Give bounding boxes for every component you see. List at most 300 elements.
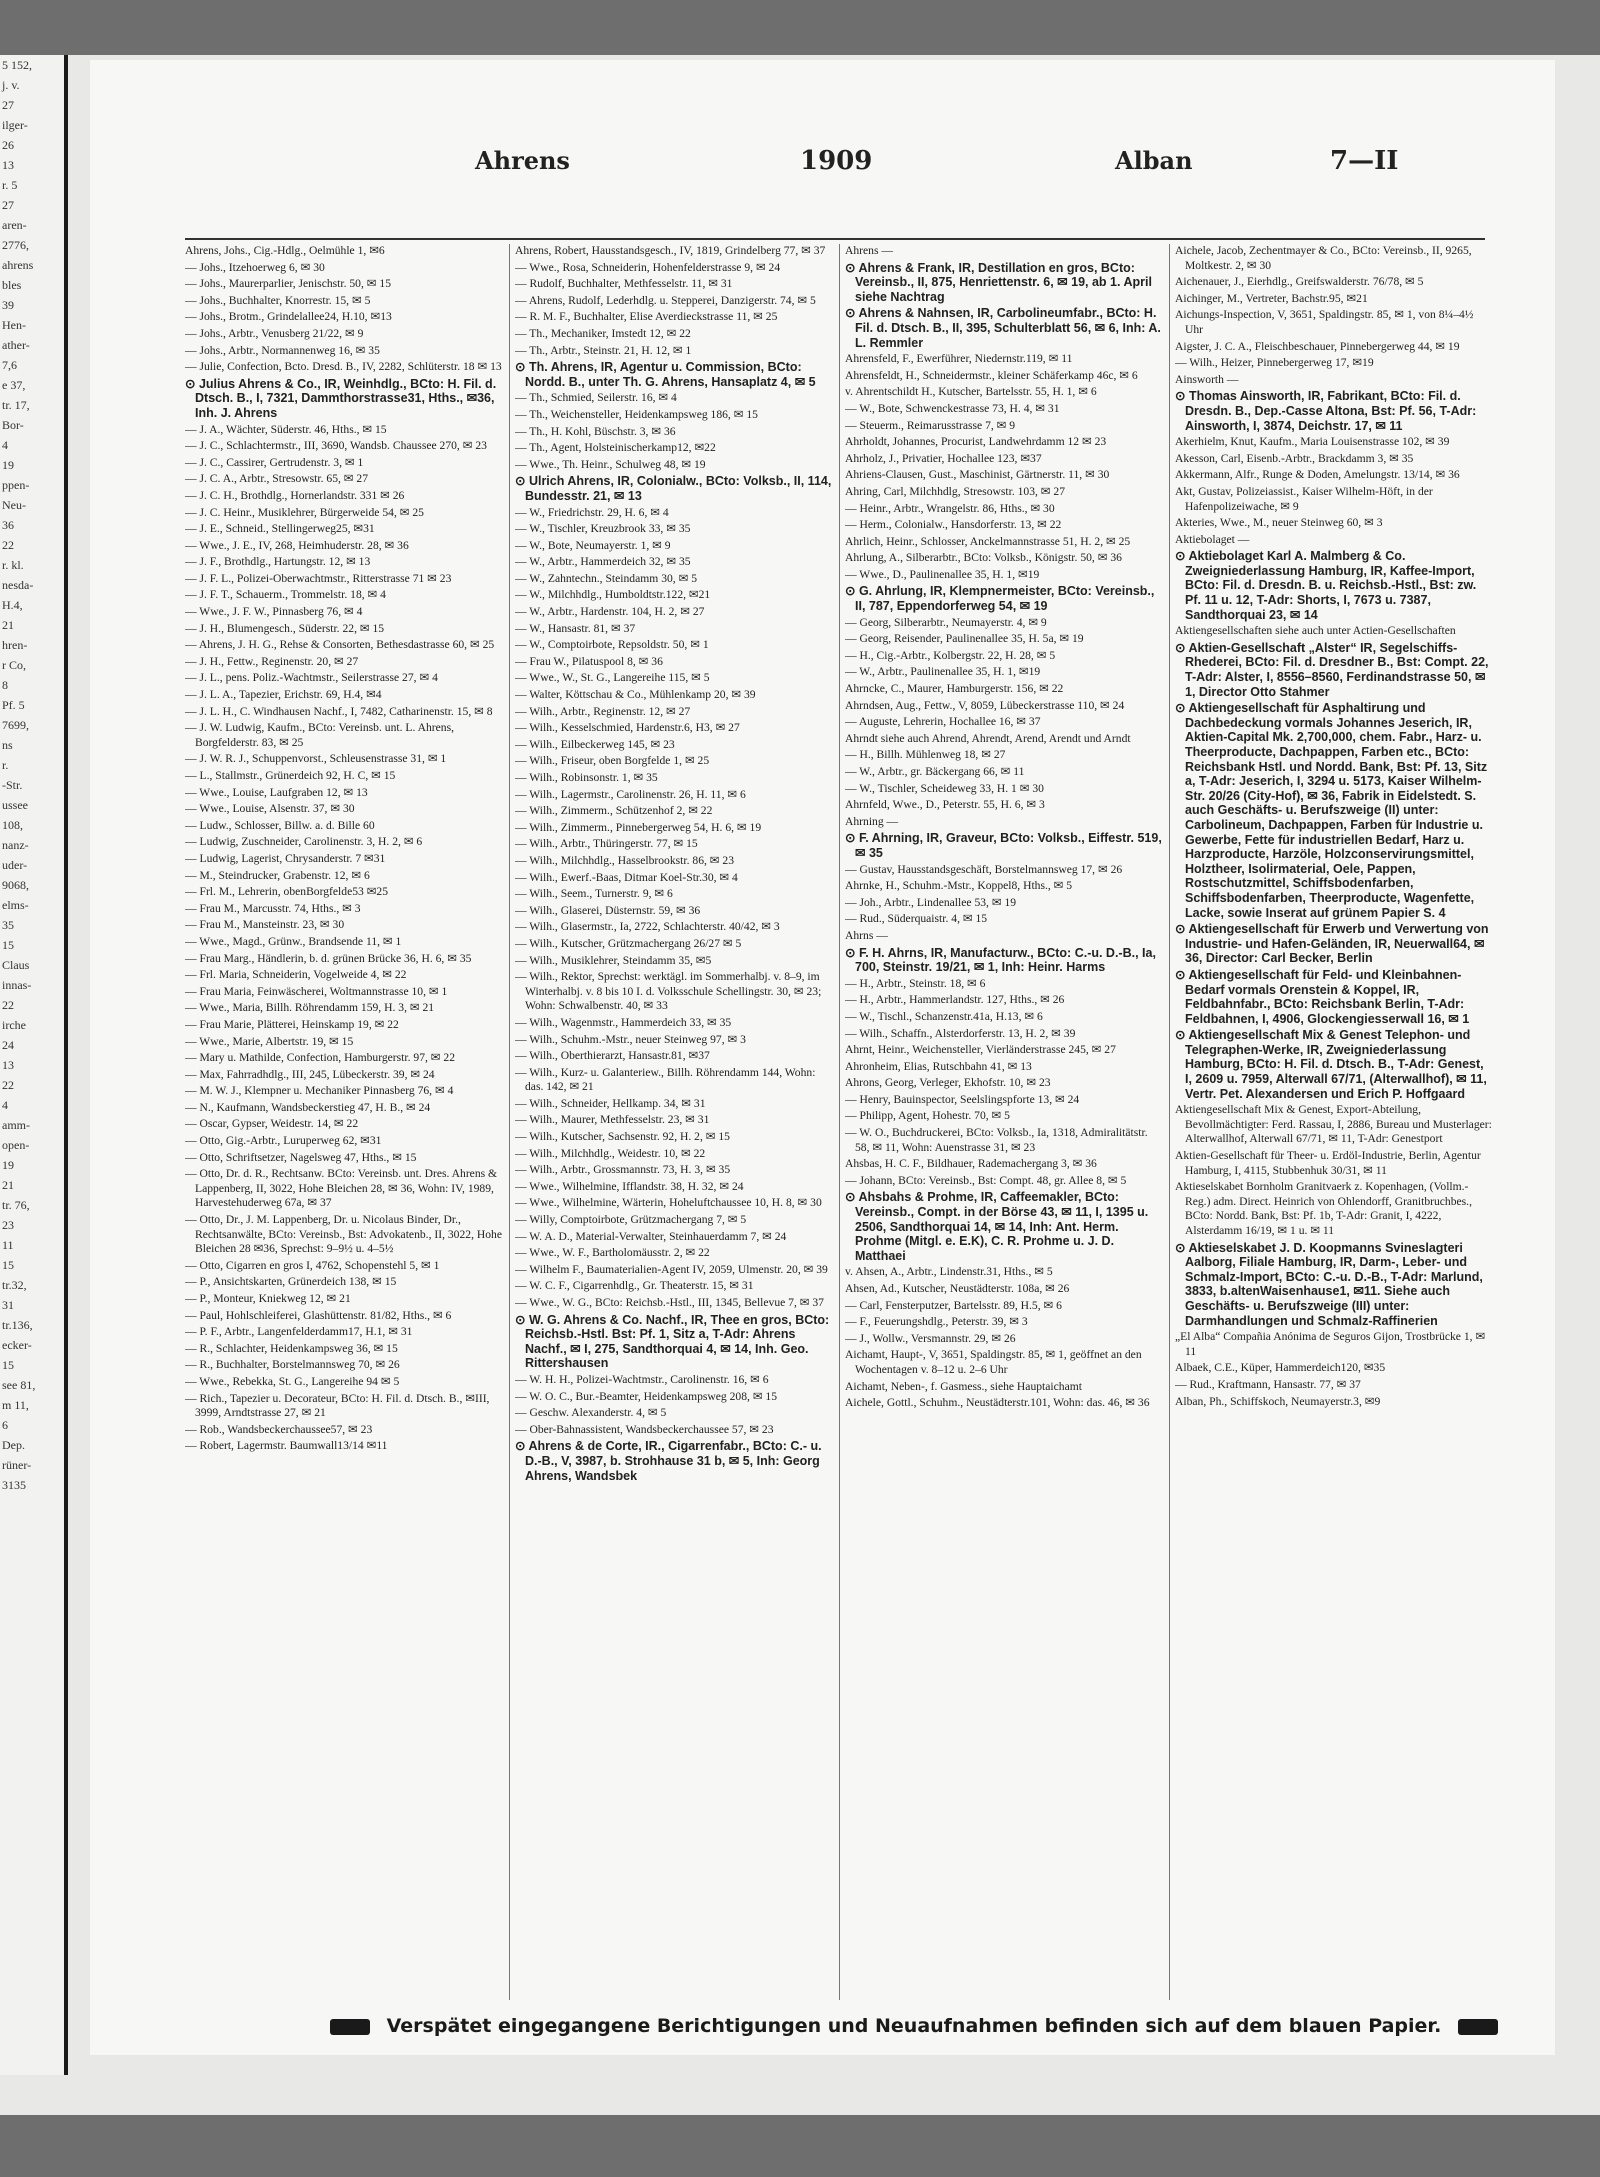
header-left-word: Ahrens (475, 146, 570, 175)
prev-page-fragment: 13 (2, 158, 14, 172)
directory-entry: — J. F. L., Polizei-Oberwachtmstr., Ritterstrasse 71 ✉ 23 (185, 571, 452, 585)
directory-entry: Aktiengesellschaften siehe auch unter Actien-Gesellschaften (1175, 624, 1456, 638)
directory-entry: — Auguste, Lehrerin, Hochallee 16, ✉ 37 (845, 715, 1041, 729)
directory-entry: — J. C., Schlachtermstr., III, 3690, Wandsb. Chaussee 270, ✉ 23 (185, 439, 487, 453)
column-divider (1169, 244, 1170, 2000)
directory-entry: — Ludw., Schlosser, Billw. a. d. Bille 60 (185, 818, 375, 832)
directory-entry: — Max, Fahrradhdlg., III, 245, Lübeckerstr. 39, ✉ 24 (185, 1067, 435, 1081)
directory-entry: Ahrlung, A., Silberarbtr., BCto: Volksb., Königstr. 50, ✉ 36 (845, 551, 1122, 565)
prev-page-fragment: ns (2, 738, 13, 752)
directory-entry: — J. H., Fettw., Reginenstr. 20, ✉ 27 (185, 654, 359, 668)
directory-entry: Ainsworth — (1175, 372, 1239, 386)
directory-entry: Ahrensfeld, F., Ewerführer, Niedernstr.119, ✉ 11 (845, 352, 1073, 366)
prev-page-fragment: 21 (2, 618, 14, 632)
directory-entry: — Ahrens, J. H. G., Rehse & Consorten, Bethesdastrasse 60, ✉ 25 (185, 638, 495, 652)
directory-entry: — W., Arbtr., Hammerdeich 32, ✉ 35 (515, 555, 691, 569)
directory-entry: — Wwe., W. F., Bartholomäusstr. 2, ✉ 22 (515, 1246, 710, 1260)
directory-entry: — Wilh., Kurz- u. Galanteriew., Billh. Röhrendamm 144, Wohn: das. 142, ✉ 21 (515, 1065, 816, 1094)
directory-entry: — W., Friedrichstr. 29, H. 6, ✉ 4 (515, 505, 669, 519)
directory-entry: — H., Arbtr., Steinstr. 18, ✉ 6 (845, 976, 986, 990)
directory-entry: — Wwe., W. G., BCto: Reichsb.-Hstl., III, 1345, Bellevue 7, ✉ 37 (515, 1296, 824, 1309)
directory-entry: — Wilh., Schuhm.-Mstr., neuer Steinweg 97, ✉ 3 (515, 1032, 746, 1046)
directory-entry: — Wilh., Heizer, Pinnebergerweg 17, ✉19 (1175, 356, 1374, 370)
directory-entry: — J. L. H., C. Windhausen Nachf., I, 7482, Catharinenstr. 15, ✉ 8 (185, 704, 493, 718)
prev-page-fragment: Neu- (2, 498, 26, 512)
directory-entry: — Frau M., Mansteinstr. 23, ✉ 30 (185, 918, 345, 932)
directory-entry: — Wwe., Louise, Alsenstr. 37, ✉ 30 (185, 802, 355, 816)
prev-page-fragment: tr.32, (2, 1278, 27, 1292)
prev-page-fragment: rüner- (2, 1458, 32, 1472)
prev-page-fragment: 39 (2, 298, 14, 312)
directory-entry: Ahrnt, Heinr., Weichensteller, Vierländerstrasse 245, ✉ 27 (845, 1043, 1116, 1057)
directory-entry: — W. O., Buchdruckerei, BCto: Volksb., Ia, 1318, Admiralitätstr. 58, ✉ 11, Wohn: Auenstrasse 31, ✉ 23 (845, 1126, 1148, 1154)
prev-page-fragment: -Str. (2, 778, 23, 792)
directory-entry: — Paul, Hohlschleiferei, Glashüttenstr. 81/82, Hths., ✉ 6 (185, 1308, 452, 1322)
prev-page-fragment: r. 5 (2, 178, 18, 192)
directory-entry: — Geschw. Alexanderstr. 4, ✉ 5 (515, 1406, 667, 1420)
column-4 (1175, 244, 1493, 2000)
directory-entry: ⊙ Ulrich Ahrens, IR, Colonialw., BCto: Volksb., II, 114, Bundesstr. 21, ✉ 13 (515, 474, 832, 503)
directory-entry: — Rud., Kraftmann, Hansastr. 77, ✉ 37 (1175, 1377, 1361, 1391)
directory-entry: Ahrens — (845, 244, 893, 257)
column-2 (515, 244, 833, 2000)
prev-page-fragment: ilger- (2, 118, 28, 132)
directory-entry: ⊙ F. Ahrning, IR, Graveur, BCto: Volksb., Eiffestr. 519, ✉ 35 (845, 831, 1162, 860)
directory-entry: Aktiebolaget — (1175, 532, 1250, 546)
prev-page-fragment: Pf. 5 (2, 698, 25, 712)
prev-page-fragment: tr. 76, (2, 1198, 30, 1212)
directory-entry: — Johs., Buchhalter, Knorrestr. 15, ✉ 5 (185, 293, 371, 307)
directory-entry: — Oscar, Gypser, Weidestr. 14, ✉ 22 (185, 1117, 359, 1131)
prev-page-fragment: ahrens (2, 258, 34, 272)
prev-page-fragment: innas- (2, 978, 32, 992)
directory-entry: — Georg, Silberarbtr., Neumayerstr. 4, ✉ 9 (845, 615, 1047, 629)
prev-page-fragment: 8 (2, 678, 8, 692)
directory-entry: — P. F., Arbtr., Langenfelderdamm17, H.1, ✉ 31 (185, 1325, 413, 1339)
prev-page-fragment: 22 (2, 1078, 14, 1092)
directory-entry: Akkermann, Alfr., Runge & Doden, Amelungstr. 13/14, ✉ 36 (1175, 468, 1460, 482)
directory-entry: — Wilh., Milchhdlg., Weidestr. 10, ✉ 22 (515, 1146, 706, 1160)
directory-entry: Ahrndt siehe auch Ahrend, Ahrendt, Arend, Arendt und Arndt (845, 731, 1131, 745)
directory-entry: — Johs., Brotm., Grindelallee24, H.10, ✉13 (185, 310, 392, 324)
directory-entry: Alban, Ph., Schiffskoch, Neumayerstr.3, ✉9 (1175, 1394, 1381, 1408)
directory-entry: — Philipp, Agent, Hohestr. 70, ✉ 5 (845, 1109, 1010, 1123)
directory-entry: — Frau Marg., Händlerin, b. d. grünen Brücke 36, H. 6, ✉ 35 (185, 951, 472, 965)
directory-entry: v. Ahrentschildt H., Kutscher, Bartelsstr. 55, H. 1, ✉ 6 (845, 385, 1097, 399)
prev-page-fragment: 15 (2, 1258, 14, 1272)
directory-entry: — Frl. M., Lehrerin, obenBorgfelde53 ✉25 (185, 885, 389, 899)
prev-page-fragment: 3135 (2, 1478, 26, 1492)
directory-entry: Ahrncke, C., Maurer, Hamburgerstr. 156, ✉ 22 (845, 682, 1064, 696)
directory-entry: — J. C., Cassirer, Gertrudenstr. 3, ✉ 1 (185, 455, 364, 469)
directory-entry: — R., Schlachter, Heidenkampsweg 36, ✉ 15 (185, 1341, 398, 1355)
prev-page-fragment: 35 (2, 918, 14, 932)
directory-entry: ⊙ G. Ahrlung, IR, Klempnermeister, BCto: Vereinsb., II, 787, Eppendorferweg 54, ✉ 19 (845, 584, 1155, 614)
directory-entry: — Wwe., Louise, Laufgraben 12, ✉ 13 (185, 785, 368, 799)
directory-entry: — H., Billh. Mühlenweg 18, ✉ 27 (845, 748, 1006, 762)
directory-entry: Albaek, C.E., Küper, Hammerdeich120, ✉35 (1175, 1361, 1386, 1375)
directory-entry: — Th., Weichensteller, Heidenkampsweg 186, ✉ 15 (515, 407, 758, 421)
directory-entry: — R. M. F., Buchhalter, Elise Averdieckstrasse 11, ✉ 25 (515, 310, 778, 324)
prev-page-fragment: 15 (2, 938, 14, 952)
prev-page-fragment: 15 (2, 1358, 14, 1372)
directory-entry: — Wilh., Glasermstr., Ia, 2722, Schlachterstr. 40/42, ✉ 3 (515, 920, 780, 934)
directory-entry: — J. W. Ludwig, Kaufm., BCto: Vereinsb. unt. L. Ahrens, Borgfelderstr. 83, ✉ 25 (185, 721, 455, 749)
directory-entry: — J. H., Blumengesch., Süderstr. 22, ✉ 15 (185, 621, 385, 635)
prev-page-fragment: 22 (2, 998, 14, 1012)
prev-page-fragment: irche (2, 1018, 26, 1032)
prev-page-fragment: ppen- (2, 478, 30, 492)
directory-entry: — H., Arbtr., Hammerlandstr. 127, Hths., ✉ 26 (845, 993, 1065, 1007)
prev-page-fragment: 19 (2, 1158, 14, 1172)
directory-entry: — Otto, Dr., J. M. Lappenberg, Dr. u. Nicolaus Binder, Dr., Rechtsanwälte, BCto: Vereinsb., Bst: Advokatenb., II, 3022, Hohe Bleichen 28 ✉36, Sprechst: 9–9½ u. 4–5½ (185, 1213, 502, 1256)
prev-page-fragment: 5 152, (2, 58, 32, 72)
footer-text: Verspätet eingegangene Berichtigungen und Neuaufnahmen befinden sich auf dem blauen Papier. (386, 2015, 1442, 2037)
directory-entry: — Rudolf, Buchhalter, Methfesselstr. 11, ✉ 31 (515, 277, 733, 291)
pointing-hand-icon (1458, 2019, 1498, 2035)
prev-page-fragment: 27 (2, 198, 14, 212)
directory-entry: — J. C. H., Brothdlg., Hornerlandstr. 331 ✉ 26 (185, 488, 405, 502)
directory-entry: — W. A. D., Material-Verwalter, Steinhauerdamm 7, ✉ 24 (515, 1229, 787, 1243)
directory-entry: — J. E., Schneid., Stellingerweg25, ✉31 (185, 522, 375, 536)
directory-entry: — Wilh., Seem., Turnerstr. 9, ✉ 6 (515, 887, 673, 901)
directory-entry: — W. C. F., Cigarrenhdlg., Gr. Theaterstr. 15, ✉ 31 (515, 1279, 754, 1293)
directory-entry: — W., Zahntechn., Steindamm 30, ✉ 5 (515, 571, 697, 585)
directory-entry: — Johs., Maurerparlier, Jenischstr. 50, ✉ 15 (185, 277, 391, 291)
directory-entry: — Wilhelm F., Baumaterialien-Agent IV, 2059, Ulmenstr. 20, ✉ 39 (515, 1262, 828, 1276)
directory-entry: — Frl. Maria, Schneiderin, Vogelweide 4, ✉ 22 (185, 968, 407, 982)
directory-entry: — M. W. J., Klempner u. Mechaniker Pinnasberg 76, ✉ 4 (185, 1084, 454, 1098)
prev-page-fragment: 7,6 (2, 358, 17, 372)
column-3 (845, 244, 1163, 2000)
prev-page-fragment: amm- (2, 1118, 30, 1132)
directory-entry: — Joh., Arbtr., Lindenallee 53, ✉ 19 (845, 895, 1017, 909)
prev-page-fragment: 7699, (2, 718, 29, 732)
directory-entry: — J. C. A., Arbtr., Stresowstr. 65, ✉ 27 (185, 472, 368, 486)
directory-entry: — Gustav, Hausstandsgeschäft, Borstelmannsweg 17, ✉ 26 (845, 862, 1123, 876)
directory-entry: — Henry, Bauinspector, Seelslingspforte 13, ✉ 24 (845, 1092, 1080, 1106)
directory-entry: — Th., Schmied, Seilerstr. 16, ✉ 4 (515, 391, 677, 405)
directory-entry: ⊙ Ahsbahs & Prohme, IR, Caffeemakler, BCto: Vereinsb., Compt. in der Börse 43, ✉ 11, I, 1395 u. 2506, Sandthorquai 14, ✉ 14, Inh: Ant. Herm. Prohme (Mitgl. e. E.K), C. R. Prohme u. J. D. Matthaei (845, 1190, 1149, 1263)
directory-entry: Ahrnke, H., Schuhm.-Mstr., Koppel8, Hths., ✉ 5 (845, 879, 1073, 893)
directory-entry: — Wilh., Musiklehrer, Steindamm 35, ✉5 (515, 953, 712, 967)
directory-entry: — Robert, Lagermstr. Baumwall13/14 ✉11 (185, 1439, 388, 1453)
directory-entry: — P., Ansichtskarten, Grünerdeich 138, ✉ 15 (185, 1275, 397, 1289)
directory-entry: — Wwe., Rosa, Schneiderin, Hohenfelderstrasse 9, ✉ 24 (515, 260, 781, 274)
prev-page-fragment: ecker- (2, 1338, 32, 1352)
directory-entry: — J. L., pens. Poliz.-Wachtmstr., Seilerstrasse 27, ✉ 4 (185, 671, 438, 685)
prev-page-fragment: ather- (2, 338, 30, 352)
prev-page-fragment: r. (2, 758, 9, 772)
directory-entry: — Ober-Bahnassistent, Wandsbeckerchaussee 57, ✉ 23 (515, 1422, 774, 1436)
directory-entry: — J. A., Wächter, Süderstr. 46, Hths., ✉ 15 (185, 422, 387, 436)
directory-entry: v. Ahsen, A., Arbtr., Lindenstr.31, Hths., ✉ 5 (845, 1265, 1053, 1279)
directory-entry: Ahrens, Robert, Hausstandsgesch., IV, 1819, Grindelberg 77, ✉ 37 (515, 244, 826, 257)
directory-entry: — Frau W., Pilatuspool 8, ✉ 36 (515, 654, 663, 668)
directory-entry: Ahrnfeld, Wwe., D., Peterstr. 55, H. 6, ✉ 3 (845, 798, 1045, 812)
directory-entry: — Wwe., Magd., Grünw., Brandsende 11, ✉ 1 (185, 934, 402, 948)
directory-entry: — Wilh., Rektor, Sprechst: werktägl. im Sommerhalbj. v. 8–9, im Winterhalbj. v. 8 bis 10 I. d. Volksschule Schellingstr. 30, ✉ 23; Wohn: Schwalbenstr. 40, ✉ 33 (515, 970, 822, 1013)
prev-page-fragment: hren- (2, 638, 28, 652)
prev-page-fragment: 31 (2, 1298, 14, 1312)
directory-entry: — J. F., Brothdlg., Hartungstr. 12, ✉ 13 (185, 555, 371, 569)
previous-page-edge (0, 55, 68, 2075)
directory-entry: — Wwe., D., Paulinenallee 35, H. 1, ✉19 (845, 567, 1040, 581)
directory-entry: — Otto, Gig.-Arbtr., Luruperweg 62, ✉31 (185, 1134, 382, 1148)
directory-entry: ⊙ Aktien-Gesellschaft „Alster“ IR, Segelschiffs-Rhederei, BCto: Fil. d. Dresdner B., Bst: Compt. 22, T-Adr: Alster, I, 8556–8560, Ferdinandstrasse 50, ✉ 1, Director Otto Stahmer (1175, 640, 1489, 699)
directory-entry: „El Alba“ Compañia Anónima de Seguros Gijon, Trostbrücke 1, ✉ 11 (1175, 1330, 1486, 1358)
directory-entry: Ahrons, Georg, Verleger, Ekhofstr. 10, ✉ 23 (845, 1076, 1051, 1090)
directory-entry: — Johs., Arbtr., Normannenweg 16, ✉ 35 (185, 343, 380, 357)
prev-page-fragment: see 81, (2, 1378, 36, 1392)
directory-entry: — W. O. C., Bur.-Beamter, Heidenkampsweg 208, ✉ 15 (515, 1389, 778, 1403)
directory-entry: — Wwe., W., St. G., Langereihe 115, ✉ 5 (515, 671, 710, 685)
prev-page-fragment: j. v. (2, 78, 20, 92)
directory-entry: — J. F. T., Schauerm., Trommelstr. 18, ✉ 4 (185, 588, 386, 602)
directory-entry: — W., Hansastr. 81, ✉ 37 (515, 621, 636, 635)
directory-entry: — Johs., Arbtr., Venusberg 21/22, ✉ 9 (185, 326, 364, 340)
prev-page-fragment: tr. 17, (2, 398, 30, 412)
directory-entry: — Johs., Itzehoerweg 6, ✉ 30 (185, 260, 325, 274)
directory-entry: — W. H. H., Polizei-Wachtmstr., Carolinenstr. 16, ✉ 6 (515, 1372, 769, 1386)
directory-entry: Aichamt, Neben-, f. Gasmess., siehe Hauptaichamt (845, 1379, 1082, 1393)
directory-entry: — W., Bote, Neumayerstr. 1, ✉ 9 (515, 538, 671, 552)
page-body (90, 60, 1555, 2055)
directory-entry: — Wilh., Friseur, oben Borgfelde 1, ✉ 25 (515, 754, 710, 768)
prev-page-fragment: 24 (2, 1038, 14, 1052)
directory-entry: — Willy, Comptoirbote, Grützmachergang 7, ✉ 5 (515, 1213, 747, 1227)
directory-entry: — W., Tischler, Kreuzbrook 33, ✉ 35 (515, 522, 691, 536)
directory-entry: — Wilh., Kesselschmied, Hardenstr.6, H3, ✉ 27 (515, 721, 740, 735)
page-number: 7—II (1330, 146, 1399, 176)
directory-entry: — W., Comptoirbote, Repsoldstr. 50, ✉ 1 (515, 638, 709, 652)
directory-entry: Akerhielm, Knut, Kaufm., Maria Louisenstrasse 102, ✉ 39 (1175, 435, 1450, 449)
directory-entry: Ahrlich, Heinr., Schlosser, Anckelmannstrasse 51, H. 2, ✉ 25 (845, 534, 1131, 548)
directory-entry: — W., Arbtr., Hardenstr. 104, H. 2, ✉ 27 (515, 605, 705, 619)
directory-entry: — Wilh., Lagermstr., Carolinenstr. 26, H. 11, ✉ 6 (515, 787, 746, 801)
directory-entry: — W., Arbtr., Paulinenallee 35, H. 1, ✉19 (845, 665, 1041, 679)
directory-entry: Aichungs-Inspection, V, 3651, Spaldingstr. 85, ✉ 1, von 8¼–4½ Uhr (1175, 308, 1474, 336)
directory-entry: — H., Cig.-Arbtr., Kolbergstr. 22, H. 28, ✉ 5 (845, 648, 1056, 662)
directory-entry: — Wilh., Arbtr., Grossmannstr. 73, H. 3, ✉ 35 (515, 1163, 731, 1177)
directory-entry: — Th., Arbtr., Steinstr. 21, H. 12, ✉ 1 (515, 343, 692, 357)
directory-entry: Akteries, Wwe., M., neuer Steinweg 60, ✉ 3 (1175, 516, 1383, 530)
directory-entry: Ahrensfeldt, H., Schneidermstr., kleiner Schäferkamp 46c, ✉ 6 (845, 368, 1138, 382)
directory-entry: — W., Milchhdlg., Humboldtstr.122, ✉21 (515, 588, 711, 602)
directory-entry: — W., Bote, Schwenckestrasse 73, H. 4, ✉ 31 (845, 401, 1060, 415)
directory-entry: Aichinger, M., Vertreter, Bachstr.95, ✉21 (1175, 291, 1368, 305)
directory-entry: ⊙ Aktiengesellschaft für Erwerb und Verwertung von Industrie- und Hafen-Geländen, IR, Neuerwall64, ✉36, Director: Carl Becker, Berlin (1175, 922, 1489, 966)
prev-page-fragment: nanz- (2, 838, 29, 852)
directory-entry: — W., Tischler, Scheideweg 33, H. 1 ✉ 30 (845, 781, 1044, 795)
directory-entry: Ahriens-Clausen, Gust., Maschinist, Gärtnerstr. 11, ✉ 30 (845, 468, 1110, 482)
directory-entry: — Wilh., Kutscher, Grützmachergang 26/27 ✉ 5 (515, 936, 742, 950)
directory-entry: ⊙ Ahrens & de Corte, IR., Cigarrenfabr., BCto: C.- u. D.-B., V, 3987, b. Strohhause 31 b, ✉ 5, Inh: Georg Ahrens, Wandsbek (515, 1439, 822, 1483)
directory-entry: — L., Stallmstr., Grünerdeich 92, H. C, ✉ 15 (185, 769, 396, 782)
directory-entry: — Wilh., Robinsonstr. 1, ✉ 35 (515, 771, 658, 784)
directory-entry: — Rob., Wandsbeckerchaussee57, ✉ 23 (185, 1422, 373, 1436)
directory-entry: Aichamt, Haupt-, V, 3651, Spaldingstr. 85, ✉ 1, geöffnet an den Wochentagen v. 8–12 u. 2–6 Uhr (845, 1348, 1142, 1376)
directory-entry: — Wilh., Zimmerm., Schützenhof 2, ✉ 22 (515, 804, 713, 818)
directory-entry: — J. W. R. J., Schuppenvorst., Schleusenstrasse 31, ✉ 1 (185, 752, 447, 766)
directory-entry: — R., Buchhalter, Borstelmannsweg 70, ✉ 26 (185, 1358, 400, 1372)
directory-entry: ⊙ Ahrens & Frank, IR, Destillation en gros, BCto: Vereinsb., II, 875, Henriettenstr. 6, ✉ 19, ab 1. April siehe Nachtrag (845, 260, 1152, 304)
prev-page-fragment: 23 (2, 1218, 14, 1232)
prev-page-fragment: 2776, (2, 238, 29, 252)
directory-entry: — Wilh., Schneider, Hellkamp. 34, ✉ 31 (515, 1096, 706, 1110)
directory-entry: Aichele, Gottl., Schuhm., Neustädterstr.101, Wohn: das. 46, ✉ 36 (845, 1396, 1150, 1410)
prev-page-fragment: Claus (2, 958, 30, 972)
column-1 (185, 244, 503, 2000)
column-divider (839, 244, 840, 2000)
prev-page-fragment: r Co, (2, 658, 26, 672)
prev-page-fragment: elms- (2, 898, 29, 912)
directory-entry: — Wilh., Maurer, Methfesselstr. 23, ✉ 31 (515, 1113, 710, 1127)
columns-container (185, 244, 1492, 2000)
directory-entry: — Frau Marie, Plätterei, Heinskamp 19, ✉ 22 (185, 1017, 399, 1031)
prev-page-fragment: uder- (2, 858, 28, 872)
directory-entry: Ahrholz, J., Privatier, Hochallee 123, ✉37 (845, 451, 1042, 465)
directory-entry: — Julie, Confection, Bcto. Dresd. B., IV, 2282, Schlüterstr. 18 ✉ 13 (185, 360, 502, 374)
directory-entry: Aichenauer, J., Eierhdlg., Greifswalderstr. 76/78, ✉ 5 (1175, 275, 1424, 289)
directory-entry: — Herm., Colonialw., Hansdorferstr. 13, ✉ 22 (845, 518, 1062, 532)
directory-entry: Aichele, Jacob, Zechentmayer & Co., BCto: Vereinsb., II, 9265, Moltkestr. 2, ✉ 30 (1175, 244, 1472, 272)
prev-page-fragment: 13 (2, 1058, 14, 1072)
directory-entry: — Wwe., Maria, Billh. Röhrendamm 159, H. 3, ✉ 21 (185, 1001, 435, 1015)
directory-entry: Ahrns — (845, 928, 888, 942)
directory-entry: — Wwe., Wilhelmine, Ifflandstr. 38, H. 32, ✉ 24 (515, 1179, 744, 1193)
prev-page-fragment: 6 (2, 1418, 8, 1432)
directory-entry: ⊙ Aktiengesellschaft für Feld- und Kleinbahnen-Bedarf vormals Orenstein & Koppel, IR, Feldbahnfabr., BCto: Reichsbank Berlin, T-Adr: Feldbahnen, I, 4906, Glockengiesserwall 16, ✉ 1 (1175, 967, 1470, 1026)
prev-page-fragment: Dep. (2, 1438, 25, 1452)
directory-entry: — Th., H. Kohl, Büschstr. 3, ✉ 36 (515, 424, 676, 438)
footer-note (320, 2015, 1500, 2045)
directory-entry: — Ludwig, Lagerist, Chrysanderstr. 7 ✉31 (185, 851, 386, 865)
directory-entry: — Wilh., Schaffn., Alsterdorferstr. 13, H. 2, ✉ 39 (845, 1026, 1076, 1040)
directory-entry: ⊙ Aktiebolaget Karl A. Malmberg & Co. Zweigniederlassung Hamburg, IR, Kaffee-Import, BCto: Fil. d. Dresdn. B. u. Reichsb.-Hstl., Bst: zw. Pf. 11 u. 12, T-Adr: Shorts, I, 7673 u. 7387, Sandthorquai 23, ✉ 14 (1175, 549, 1477, 622)
directory-entry: — Wilh., Oberthierarzt, Hansastr.81, ✉37 (515, 1049, 710, 1063)
prev-page-fragment: 19 (2, 458, 14, 472)
directory-entry: Aktien-Gesellschaft für Theer- u. Erdöl-Industrie, Berlin, Agentur Hamburg, I, 4115, Stubbenhuk 30/31, ✉ 11 (1175, 1149, 1481, 1177)
directory-entry: Ahring, Carl, Milchhdlg, Stresowstr. 103, ✉ 27 (845, 484, 1066, 498)
prev-page-fragment: 26 (2, 138, 14, 152)
prev-page-fragment: 108, (2, 818, 23, 832)
directory-entry: — Frau M., Marcusstr. 74, Hths., ✉ 3 (185, 901, 361, 915)
directory-entry: ⊙ Ahrens & Nahnsen, IR, Carbolineumfabr., BCto: H. Fil. d. Dtsch. B., II, 395, Schulterblatt 56, ✉ 6, Inh: A. L. Remmler (845, 306, 1161, 350)
directory-entry: Ahrning — (845, 814, 899, 828)
directory-entry: ⊙ Aktiengesellschaft für Asphaltirung und Dachbedeckung vormals Johannes Jeserich, IR, Aktien-Capital Mk. 2,700,000, chem. Fabr., Harz- u. Theerproducte, Dachpappen, Farben etc., BCto: Reichsbank Hstl. und Nordd. Bank, Bst: Pf. 13, Sitz a, T-Adr: Jeserich, I, 3294 u. 5173, Kaiser Wilhelm-Str. 20/26 (City-Hof), ✉ 36, Fabrik in Eidelstedt. S. auch Geschäfts- u. Berufszweige (II) unter: Carbolineum, Dachpappen, Farben für Industrie u. Gewerbe, Fette für industriellen Bedarf, Harz u. Harzproducte, Harzöle, Holzconservirungsmittel, Holztheer, Isolirmaterial, Oele, Pappen, Rostschutzmittel, Schiffsbodenfarben, Schiffsbodenfarben, Theerproducte, Wagenfette, Lacke, sowie Inserat auf grünem Papier S. 4 (1175, 701, 1488, 920)
prev-page-fragment: Hen- (2, 318, 26, 332)
directory-entry: — Th., Mechaniker, Imstedt 12, ✉ 22 (515, 326, 691, 340)
prev-page-fragment: 27 (2, 98, 14, 112)
directory-entry: ⊙ Julius Ahrens & Co., IR, Weinhdlg., BCto: H. Fil. d. Dtsch. B., I, 7321, Dammthorstrasse31, Hths., ✉36, Inh. J. Ahrens (185, 376, 497, 420)
directory-entry: — Mary u. Mathilde, Confection, Hamburgerstr. 97, ✉ 22 (185, 1051, 455, 1065)
directory-entry: — Ludwig, Zuschneider, Carolinenstr. 3, H. 2, ✉ 6 (185, 835, 423, 849)
directory-entry: — Steuerm., Reimarusstrasse 7, ✉ 9 (845, 418, 1016, 432)
prev-page-fragment: 21 (2, 1178, 14, 1192)
directory-entry: — J. C. Heinr., Musiklehrer, Bürgerweide 54, ✉ 25 (185, 505, 424, 519)
directory-entry: — W., Tischl., Schanzenstr.41a, H.13, ✉ 6 (845, 1009, 1043, 1023)
directory-entry: — Wilh., Ewerf.-Baas, Ditmar Koel-Str.30, ✉ 4 (515, 870, 738, 884)
header-right-word: Alban (1115, 146, 1193, 175)
directory-entry: — P., Monteur, Kniekweg 12, ✉ 21 (185, 1292, 351, 1305)
directory-entry: Ahronheim, Elias, Rutschbahn 41, ✉ 13 (845, 1059, 1032, 1073)
prev-page-fragment: 11 (2, 1238, 14, 1252)
directory-entry: Aktieselskabet Bornholm Granitvaerk z. Kopenhagen, (Vollm.-Reg.) adm. Direct. Heinrich von Ohlendorff, Granitbruchbes., BCto: Nordd. Bank, Bst: Pf. 1b, T-Adr: Granit, I, 4222, Alsterdamm 16/19, ✉ 1 u. ✉ 11 (1175, 1180, 1472, 1237)
directory-entry: — J. L. A., Tapezier, Erichstr. 69, H.4, ✉4 (185, 688, 382, 702)
directory-entry: — Carl, Fensterputzer, Bartelsstr. 89, H.5, ✉ 6 (845, 1298, 1062, 1312)
prev-page-fragment: bles (2, 278, 22, 292)
directory-entry: — Georg, Reisender, Paulinenallee 35, H. 5a, ✉ 19 (845, 632, 1084, 646)
directory-entry: — Wwe., Wilhelmine, Wärterin, Hoheluftchaussee 10, H. 8, ✉ 30 (515, 1196, 822, 1210)
directory-entry: — Otto, Schriftsetzer, Nagelsweg 47, Hths., ✉ 15 (185, 1150, 417, 1164)
prev-page-fragment: 9068, (2, 878, 29, 892)
directory-entry: — Wilh., Milchhdlg., Hasselbrookstr. 86, ✉ 23 (515, 853, 735, 867)
pointing-hand-icon (330, 2019, 370, 2035)
prev-page-fragment: 4 (2, 438, 8, 452)
directory-entry: Aktiengesellschaft Mix & Genest, Export-Abteilung, Bevollmächtigter: Ferd. Rassau, I, 2886, Bureau und Musterlager: Alterwallhof, Alterwall 67/71, ✉ 11, T-Adr: Genestport (1175, 1103, 1492, 1146)
directory-entry: — Wilh., Arbtr., Thüringerstr. 77, ✉ 15 (515, 837, 698, 851)
directory-entry: — W., Arbtr., gr. Bäckergang 66, ✉ 11 (845, 765, 1025, 778)
prev-page-fragment: Bor- (2, 418, 24, 432)
directory-entry: — Wwe., J. F. W., Pinnasberg 76, ✉ 4 (185, 605, 363, 619)
directory-entry: ⊙ Thomas Ainsworth, IR, Fabrikant, BCto: Fil. d. Dresdn. B., Dep.-Casse Altona, Bst: Pf. 56, T-Adr: Ainsworth, I, 3874, Deichstr. 17, ✉ 11 (1175, 389, 1477, 433)
directory-entry: — Wilh., Kutscher, Sachsenstr. 92, H. 2, ✉ 15 (515, 1130, 730, 1144)
prev-page-fragment: tr.136, (2, 1318, 33, 1332)
directory-entry: — Rich., Tapezier u. Decorateur, BCto: H. Fil. d. Dtsch. B., ✉III, 3999, Arndtstrasse 27, ✉ 21 (185, 1391, 490, 1420)
directory-entry: ⊙ W. G. Ahrens & Co. Nachf., IR, Thee en gros, BCto: Reichsb.-Hstl. Bst: Pf. 1, Sitz a, T-Adr: Ahrens Nachf., ✉ I, 275, Sandthorquai 4, ✉ 14, Inh. Geo. Rittershausen (515, 1312, 830, 1371)
prev-page-fragment: ussee (2, 798, 28, 812)
directory-entry: Ahsbas, H. C. F., Bildhauer, Rademachergang 3, ✉ 36 (845, 1157, 1097, 1171)
directory-entry: — Frau Maria, Feinwäscherei, Woltmannstrasse 10, ✉ 1 (185, 984, 448, 998)
directory-entry: ⊙ Aktiengesellschaft Mix & Genest Telephon- und Telegraphen-Werke, IR, Zweigniederlassung Hamburg, BCto: H. Fil. d. Dtsch. B., T-Adr: Genest, I, 2609 u. 7959, Alterwall 67/71, (Alterwallhof), ✉ 11, Vertr. Pet. Alexandersen und Erich P. Hoffgaard (1175, 1028, 1487, 1101)
directory-entry: — Wilh., Wagenmstr., Hammerdeich 33, ✉ 35 (515, 1015, 732, 1029)
directory-entry: Ahrholdt, Johannes, Procurist, Landwehrdamm 12 ✉ 23 (845, 435, 1107, 449)
directory-entry: Aigster, J. C. A., Fleischbeschauer, Pinnebergerweg 44, ✉ 19 (1175, 339, 1460, 353)
header-year: 1909 (800, 146, 873, 176)
directory-entry: — Wilh., Eilbeckerweg 145, ✉ 23 (515, 737, 675, 751)
directory-entry: — Otto, Dr. d. R., Rechtsanw. BCto: Vereinsb. unt. Dres. Ahrens & Lappenberg, II, 3022, Hohe Bleichen 28, ✉ 36, Wohn: IV, 1989, Harvestehuderweg 67a, ✉ 37 (185, 1167, 498, 1210)
column-divider (509, 244, 510, 2000)
directory-entry: — Ahrens, Rudolf, Lederhdlg. u. Stepperei, Danzigerstr. 74, ✉ 5 (515, 293, 816, 307)
directory-entry: — J., Wollw., Versmannstr. 29, ✉ 26 (845, 1331, 1016, 1345)
directory-entry: — Johann, BCto: Vereinsb., Bst: Compt. 48, gr. Allee 8, ✉ 5 (845, 1173, 1127, 1187)
directory-entry: Ahrndsen, Aug., Fettw., V, 8059, Lübeckerstrasse 110, ✉ 24 (845, 698, 1125, 712)
directory-entry: — Wilh., Glaserei, Düsternstr. 59, ✉ 36 (515, 903, 701, 917)
directory-entry: Akesson, Carl, Eisenb.-Arbtr., Brackdamm 3, ✉ 35 (1175, 451, 1414, 465)
directory-entry: — Th., Agent, Holsteinischerkamp12, ✉22 (515, 441, 716, 455)
prev-page-fragment: nesda- (2, 578, 34, 592)
prev-page-fragment: r. kl. (2, 558, 24, 572)
directory-entry: ⊙ F. H. Ahrns, IR, Manufacturw., BCto: C.-u. D.-B., Ia, 700, Steinstr. 19/21, ✉ 1, Inh: Heinr. Harms (845, 945, 1156, 975)
directory-entry: — M., Steindrucker, Grabenstr. 12, ✉ 6 (185, 868, 370, 882)
directory-entry: — Heinr., Arbtr., Wrangelstr. 86, Hths., ✉ 30 (845, 501, 1055, 515)
directory-entry: — Wilh., Arbtr., Reginenstr. 12, ✉ 27 (515, 704, 691, 718)
directory-entry: — N., Kaufmann, Wandsbeckerstieg 47, H. B., ✉ 24 (185, 1100, 431, 1114)
header-rule (185, 238, 1485, 240)
directory-entry: Ahrens, Johs., Cig.-Hdlg., Oelmühle 1, ✉6 (185, 244, 385, 257)
directory-entry: — Wwe., Th. Heinr., Schulweg 48, ✉ 19 (515, 457, 706, 471)
prev-page-fragment: 4 (2, 1098, 8, 1112)
prev-page-fragment: open- (2, 1138, 30, 1152)
directory-entry: — Otto, Cigarren en gros I, 4762, Schopenstehl 5, ✉ 1 (185, 1258, 440, 1272)
directory-entry: — Wwe., Rebekka, St. G., Langereihe 94 ✉ 5 (185, 1374, 400, 1388)
prev-page-fragment: e 37, (2, 378, 26, 392)
directory-entry: — Wwe., Marie, Albertstr. 19, ✉ 15 (185, 1034, 354, 1048)
prev-page-fragment: m 11, (2, 1398, 29, 1412)
directory-entry: — Wwe., J. E., IV, 268, Heimhuderstr. 28, ✉ 36 (185, 538, 409, 552)
directory-entry: — Rud., Süderquaistr. 4, ✉ 15 (845, 912, 988, 926)
